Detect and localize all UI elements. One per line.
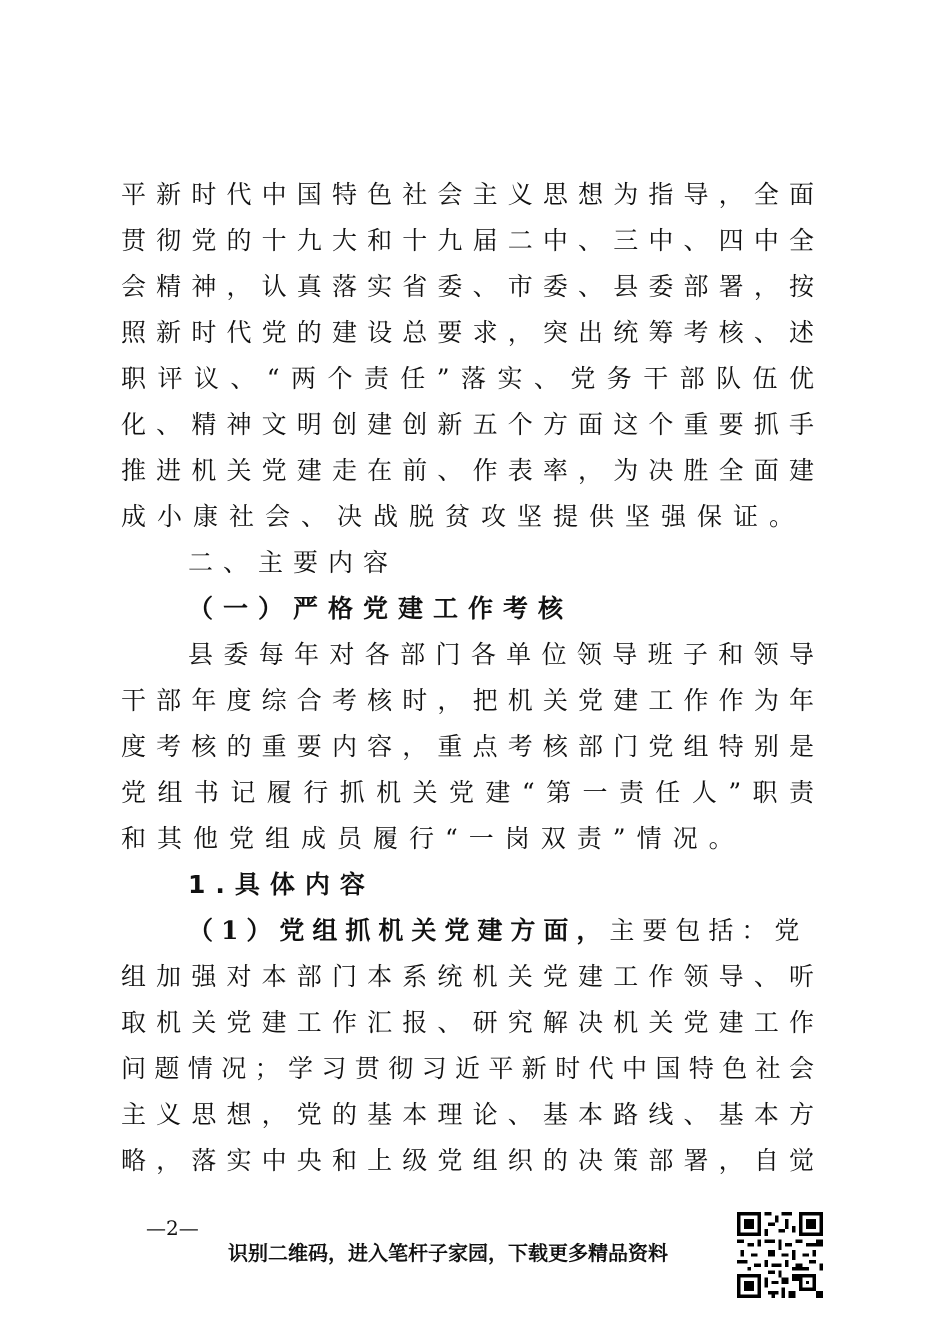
body-line: 略，落实中央和上级党组织的决策部署，自觉	[121, 1146, 814, 1175]
body-line: 县委每年对各部门各单位领导班子和领导	[188, 640, 814, 669]
body-line: 度考核的重要内容，重点考核部门党组特别是	[121, 732, 814, 761]
body-line: 问题情况；学习贯彻习近平新时代中国特色社会	[121, 1054, 814, 1083]
footer-promo: 识别二维码，进入笔杆子家园，下载更多精品资料	[228, 1241, 668, 1265]
page-number: —2—	[146, 1216, 199, 1240]
body-line: 职评议、“两个责任”落实、党务干部队伍优	[121, 364, 814, 393]
body-line: 平新时代中国特色社会主义思想为指导，全面	[121, 180, 814, 209]
body-line: 组加强对本部门本系统机关党建工作领导、听	[121, 962, 814, 991]
section-heading: 二、主要内容	[188, 548, 399, 577]
body-line: 主义思想，党的基本理论、基本路线、基本方	[121, 1100, 814, 1129]
item1-rest: 主要包括：党	[609, 916, 808, 945]
item1-line	[188, 916, 814, 946]
body-line: 推进机关党建走在前、作表率，为决胜全面建	[121, 456, 814, 485]
subsection-heading: （一）严格党建工作考核	[188, 594, 574, 623]
item1-bold: （1）党组抓机关党建方面，	[188, 916, 610, 945]
item-heading: 1.具体内容	[188, 870, 375, 899]
body-line: 会精神，认真落实省委、市委、县委部署，按	[121, 272, 814, 301]
body-line: 和其他党组成员履行“一岗双责”情况。	[121, 824, 745, 853]
body-line: 成小康社会、决战脱贫攻坚提供坚强保证。	[121, 502, 806, 531]
qr-code-icon[interactable]	[737, 1212, 823, 1298]
body-line: 化、精神文明创建创新五个方面这个重要抓手	[121, 410, 814, 439]
body-line: 取机关党建工作汇报、研究解决机关党建工作	[121, 1008, 814, 1037]
body-line: 党组书记履行抓机关党建“第一责任人”职责	[121, 778, 814, 807]
body-line: 贯彻党的十九大和十九届二中、三中、四中全	[121, 226, 814, 255]
body-line: 照新时代党的建设总要求，突出统筹考核、述	[121, 318, 814, 347]
body-line: 干部年度综合考核时，把机关党建工作作为年	[121, 686, 814, 715]
